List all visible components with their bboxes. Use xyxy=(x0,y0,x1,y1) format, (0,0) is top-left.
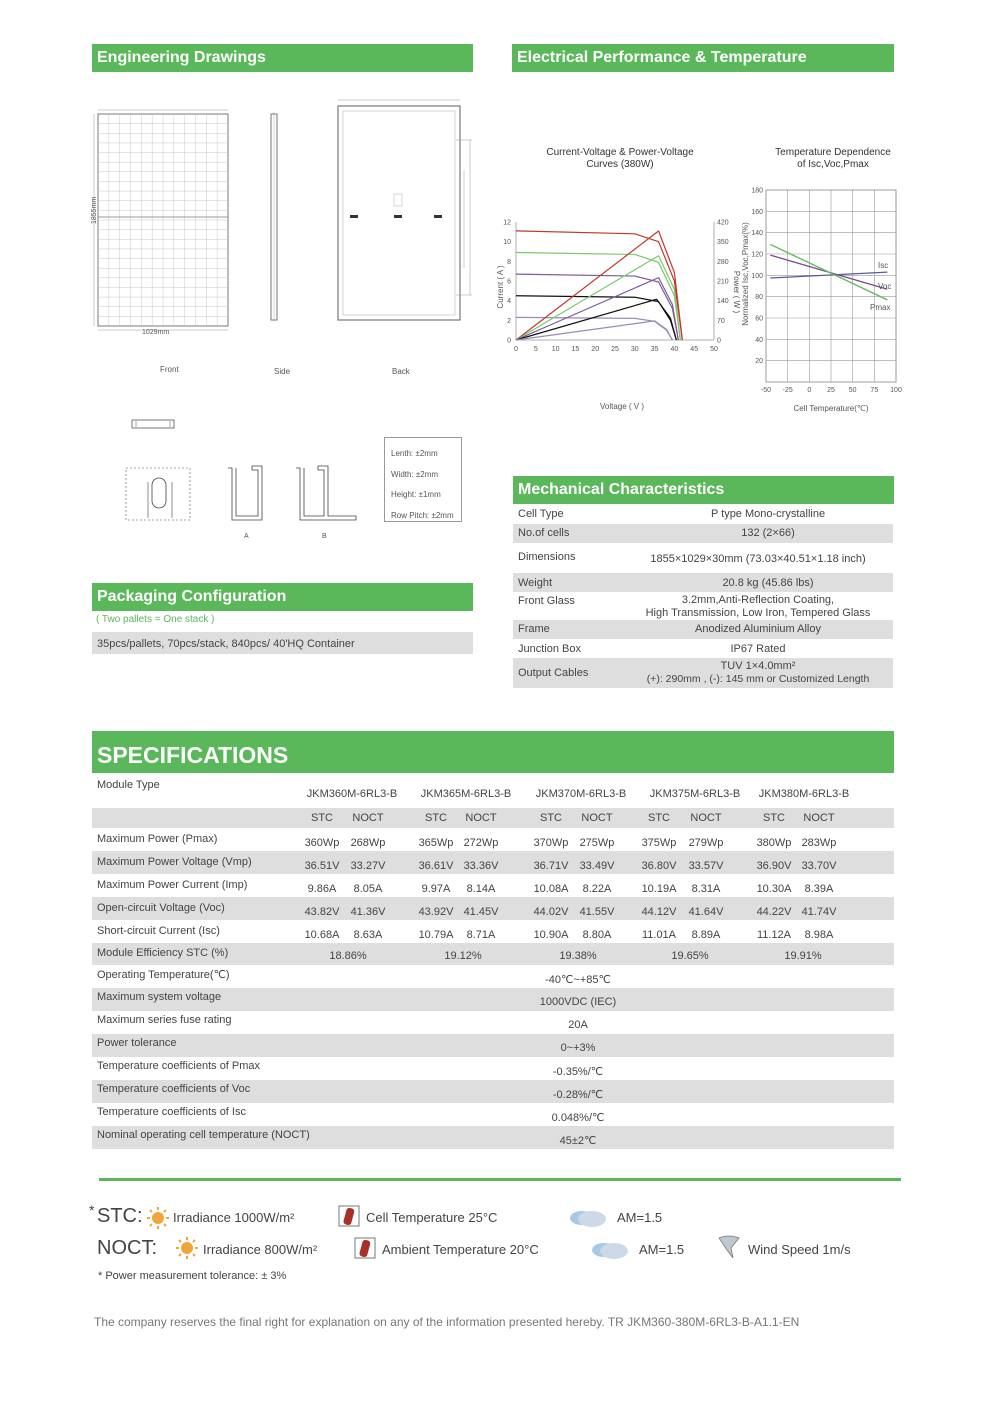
mech-row-output-cables xyxy=(513,658,893,688)
spec-value: 11.12A xyxy=(756,929,792,941)
mech-row-weight xyxy=(513,573,893,592)
temperature-dependence-chart xyxy=(738,184,908,419)
mech-value: TUV 1×4.0mm² xyxy=(720,660,796,672)
spec-value: 1000VDC (IEC) xyxy=(539,996,617,1008)
spec-row-common xyxy=(92,1034,894,1057)
temp-x-tick: 0 xyxy=(807,387,812,394)
efficiency-value: 18.86% xyxy=(329,950,367,962)
current-voltage-curve xyxy=(516,274,678,340)
back-view-drawing xyxy=(338,100,472,320)
spec-label: Maximum Power (Pmax) xyxy=(97,833,218,845)
mech-row-junction-box xyxy=(513,639,893,658)
cloud-icon xyxy=(568,1204,608,1228)
spec-value: 370Wp xyxy=(533,837,569,849)
temp-x-tick: -50 xyxy=(760,387,772,394)
model-name: JKM375M-6RL3-B xyxy=(649,788,741,800)
spec-value: 10.79A xyxy=(418,929,454,941)
spec-value: 279Wp xyxy=(688,837,724,849)
spec-row-common xyxy=(92,1080,894,1103)
spec-value: 8.71A xyxy=(466,929,496,941)
noct-header: NOCT xyxy=(690,812,722,824)
iv-pv-chart xyxy=(494,212,744,417)
frame-profile-b xyxy=(296,466,356,540)
mech-value-line2: (+): 290mm , (-): 145 mm or Customized Length xyxy=(646,673,870,685)
spec-value: 8.14A xyxy=(466,883,496,895)
spec-value: 36.90V xyxy=(756,860,792,872)
spec-value: 10.30A xyxy=(756,883,792,895)
power-voltage-curve xyxy=(516,321,672,340)
mech-label: Frame xyxy=(518,623,550,635)
spec-row-common xyxy=(92,1103,894,1126)
spec-label: Open-circuit Voltage (Voc) xyxy=(97,902,225,914)
spec-value: 36.80V xyxy=(641,860,677,872)
spec-value: 33.27V xyxy=(350,860,386,872)
iv-x-axis-label: Voltage ( V ) xyxy=(599,402,645,411)
efficiency-value: 19.38% xyxy=(559,950,597,962)
stc-irradiance: Irradiance 1000W/m² xyxy=(173,1210,295,1225)
side-view-drawing xyxy=(271,112,277,322)
iv-x-tick: 20 xyxy=(591,346,600,353)
mech-row-front-glass xyxy=(513,592,893,620)
iv-y2-tick: 140 xyxy=(717,298,729,306)
spec-label: Maximum series fuse rating xyxy=(97,1014,232,1026)
temp-y-tick: 20 xyxy=(755,358,763,366)
spec-value: 45±2℃ xyxy=(559,1135,597,1147)
noct-header: NOCT xyxy=(581,812,613,824)
tolerance-height: Height: ±1mm xyxy=(391,490,441,499)
packaging-text: 35pcs/pallets, 70pcs/stack, 840pcs/ 40'HQ Container xyxy=(92,632,473,654)
spec-row-common xyxy=(92,1126,894,1149)
spec-row xyxy=(92,828,894,851)
sun-icon xyxy=(146,1206,170,1230)
power-voltage-curve xyxy=(516,256,680,340)
spec-label: Maximum system voltage xyxy=(97,991,222,1003)
temp-chart-title-line1: Temperature Dependence xyxy=(775,147,891,158)
spec-value: 375Wp xyxy=(641,837,677,849)
profile-b-label: B xyxy=(322,533,327,540)
spec-value: 8.39A xyxy=(804,883,834,895)
spec-value: 8.80A xyxy=(582,929,612,941)
mech-label: Output Cables xyxy=(518,667,589,679)
mech-value: P type Mono-crystalline xyxy=(710,508,826,520)
mech-value: Anodized Aluminium Alloy xyxy=(695,623,821,635)
spec-row-stc-noct xyxy=(92,808,894,828)
iv-y-axis-label: Current ( A ) xyxy=(496,265,505,309)
iv-y2-tick: 350 xyxy=(717,239,729,247)
frame-profile-a xyxy=(228,466,262,540)
spec-value: 8.89A xyxy=(691,929,721,941)
spec-label: Module Type xyxy=(97,779,160,791)
spec-value: 10.68A xyxy=(304,929,340,941)
mech-row-dimensions xyxy=(513,543,893,573)
stc-header: STC xyxy=(311,812,333,824)
spec-value: -0.28%/℃ xyxy=(552,1089,604,1101)
iv-y-tick: 6 xyxy=(507,278,511,286)
noct-header: NOCT xyxy=(352,812,384,824)
iv-x-tick: 45 xyxy=(690,346,699,353)
iv-x-tick: 10 xyxy=(551,346,560,353)
iv-x-tick: 5 xyxy=(533,346,538,353)
spec-value: 44.22V xyxy=(756,906,792,918)
spec-value: 20A xyxy=(568,1019,588,1031)
stc-header: STC xyxy=(540,812,562,824)
mech-row-cells xyxy=(513,524,893,543)
temp-y-tick: 80 xyxy=(755,294,763,302)
spec-label: Power tolerance xyxy=(97,1037,177,1049)
legend-voc: Voc xyxy=(878,282,892,291)
temp-y-axis-label: Normalized Isc,Voc,Pmax(%) xyxy=(741,222,750,326)
spec-value: 360Wp xyxy=(304,837,340,849)
spec-row xyxy=(92,920,894,943)
temp-x-tick: -25 xyxy=(782,387,793,394)
spec-value: 36.71V xyxy=(533,860,569,872)
spec-row-common xyxy=(92,965,894,988)
spec-value: 41.36V xyxy=(350,906,386,918)
iv-y-tick: 8 xyxy=(507,258,511,266)
spec-value: 8.31A xyxy=(691,883,721,895)
model-name: JKM380M-6RL3-B xyxy=(758,788,850,800)
spec-value: 8.98A xyxy=(804,929,834,941)
mechanical-header: Mechanical Characteristics xyxy=(513,476,894,504)
spec-value: 41.55V xyxy=(579,906,615,918)
model-name: JKM370M-6RL3-B xyxy=(535,788,627,800)
mech-label: Cell Type xyxy=(518,508,564,520)
temp-x-tick: 50 xyxy=(848,387,857,394)
temp-y-tick: 100 xyxy=(751,272,763,280)
spec-value: 0.048%/℃ xyxy=(551,1112,605,1124)
mech-value: 20.8 kg (45.86 lbs) xyxy=(722,577,814,589)
spec-value: 36.61V xyxy=(418,860,454,872)
iv-y-tick: 12 xyxy=(503,219,511,227)
mech-label: No.of cells xyxy=(518,527,570,539)
specifications-header: SPECIFICATIONS xyxy=(92,731,894,773)
legend-pmax: Pmax xyxy=(870,303,891,312)
spec-value: 10.19A xyxy=(641,883,677,895)
spec-row-common xyxy=(92,1011,894,1034)
temp-y-tick: 180 xyxy=(751,187,763,195)
mech-value: 132 (2×66) xyxy=(741,527,795,539)
front-view-drawing xyxy=(94,110,228,330)
stc-am: AM=1.5 xyxy=(617,1210,663,1225)
stc-asterisk: * xyxy=(89,1202,95,1218)
iv-chart-title-line1: Current-Voltage & Power-Voltage xyxy=(546,147,694,158)
tolerance-box xyxy=(384,437,462,522)
spec-value: 41.64V xyxy=(688,906,724,918)
engineering-drawings-header: Engineering Drawings xyxy=(92,44,473,72)
temp-x-tick: 100 xyxy=(890,387,902,394)
spec-row xyxy=(92,897,894,920)
iv-x-tick: 15 xyxy=(571,346,580,353)
mech-row-frame xyxy=(513,620,893,639)
mech-label: Front Glass xyxy=(518,595,575,607)
stc-label: STC: xyxy=(97,1205,143,1227)
noct-irradiance: Irradiance 800W/m² xyxy=(203,1242,318,1257)
front-label: Front xyxy=(160,365,179,374)
sun-icon xyxy=(175,1236,199,1260)
iv-y-tick: 0 xyxy=(507,337,511,345)
mech-value: 3.2mm,Anti-Reflection Coating, xyxy=(681,594,835,606)
spec-row xyxy=(92,874,894,897)
spec-label: Module Efficiency STC (%) xyxy=(97,947,229,959)
iv-y-tick: 10 xyxy=(503,239,511,247)
spec-value: 43.92V xyxy=(418,906,454,918)
spec-value: -0.35%/℃ xyxy=(552,1066,604,1078)
spec-label: Maximum Power Current (Imp) xyxy=(97,879,248,891)
section-divider xyxy=(99,1178,901,1181)
iv-chart-title xyxy=(530,147,710,171)
mounting-hole-detail xyxy=(126,468,190,520)
spec-value: -40℃~+85℃ xyxy=(545,974,611,986)
mech-label: Junction Box xyxy=(518,643,581,655)
temp-x-tick: 75 xyxy=(870,387,879,394)
tolerance-row-pitch: Row Pitch: ±2mm xyxy=(391,510,454,520)
noct-am: AM=1.5 xyxy=(639,1242,685,1257)
spec-label: Maximum Power Voltage (Vmp) xyxy=(97,856,252,868)
spec-value: 41.45V xyxy=(463,906,499,918)
mech-row-cell-type xyxy=(513,505,893,524)
spec-label: Temperature coefficients of Isc xyxy=(97,1106,246,1118)
noct-wind: Wind Speed 1m/s xyxy=(748,1242,851,1257)
temp-y-tick: 40 xyxy=(755,336,763,344)
spec-value: 41.74V xyxy=(801,906,837,918)
spec-label: Temperature coefficients of Voc xyxy=(97,1083,251,1095)
efficiency-value: 19.65% xyxy=(671,950,709,962)
iv-y2-tick: 210 xyxy=(717,278,729,286)
iv-y2-tick: 0 xyxy=(717,337,721,345)
noct-header: NOCT xyxy=(465,812,497,824)
legend-isc: Isc xyxy=(878,261,889,270)
spec-value: 9.97A xyxy=(421,883,451,895)
stc-header: STC xyxy=(763,812,785,824)
temp-chart-title xyxy=(762,147,904,171)
spec-value: 43.82V xyxy=(304,906,340,918)
iv-y2-tick: 420 xyxy=(717,219,729,227)
spec-row xyxy=(92,851,894,874)
spec-value: 8.22A xyxy=(582,883,612,895)
efficiency-value: 19.91% xyxy=(784,950,822,962)
noct-label: NOCT: xyxy=(97,1237,157,1259)
iv-y-tick: 4 xyxy=(507,298,511,306)
spec-value: 0~+3% xyxy=(560,1042,596,1054)
power-tolerance-note: * Power measurement tolerance: ± 3% xyxy=(98,1270,287,1282)
packaging-header: Packaging Configuration xyxy=(92,583,473,611)
spec-value: 11.01A xyxy=(641,929,677,941)
efficiency-value: 19.12% xyxy=(444,950,482,962)
iv-x-tick: 40 xyxy=(670,346,679,353)
mech-label: Weight xyxy=(518,577,553,589)
electrical-performance-header: Electrical Performance & Temperature Dependence xyxy=(512,44,894,72)
packaging-note: ( Two pallets = One stack ) xyxy=(96,614,215,625)
spec-row-common xyxy=(92,1057,894,1080)
iv-chart-title-line2: Curves (380W) xyxy=(586,159,654,170)
temp-y-tick: 120 xyxy=(751,251,763,259)
stc-cell-temp: Cell Temperature 25°C xyxy=(366,1210,498,1225)
cell-temperature-icon xyxy=(337,1204,361,1228)
iv-x-tick: 30 xyxy=(630,346,639,353)
iv-x-tick: 35 xyxy=(650,346,659,353)
temp-x-axis-label: Cell Temperature(℃) xyxy=(793,404,869,413)
mech-value-line2: High Transmission, Low Iron, Tempered Glass xyxy=(645,607,871,619)
spec-value: 8.05A xyxy=(353,883,383,895)
spec-label: Operating Temperature(℃) xyxy=(97,969,230,981)
iv-x-tick: 25 xyxy=(611,346,619,353)
spec-value: 33.70V xyxy=(801,860,837,872)
test-conditions xyxy=(0,1196,1000,1296)
power-voltage-curve xyxy=(516,278,678,340)
spec-value: 33.57V xyxy=(688,860,724,872)
spec-value: 44.02V xyxy=(533,906,569,918)
wind-icon xyxy=(717,1234,741,1260)
spec-row-efficiency xyxy=(92,943,894,965)
tolerance-length: Lenth: ±2mm xyxy=(391,449,438,458)
cloud-icon xyxy=(590,1236,630,1260)
mech-label: Dimensions xyxy=(518,551,576,563)
iv-x-tick: 50 xyxy=(710,346,718,353)
spec-value: 283Wp xyxy=(801,837,837,849)
ambient-temperature-icon xyxy=(353,1236,377,1260)
mech-value: IP67 Rated xyxy=(730,643,786,655)
spec-value: 380Wp xyxy=(756,837,792,849)
spec-label: Temperature coefficients of Pmax xyxy=(97,1060,261,1072)
mechanical-table xyxy=(513,505,894,689)
back-label: Back xyxy=(392,367,410,376)
spec-value: 33.36V xyxy=(463,860,499,872)
iv-x-tick: 0 xyxy=(514,346,518,353)
iv-y2-tick: 280 xyxy=(717,258,729,266)
spec-label: Nominal operating cell temperature (NOCT) xyxy=(97,1129,310,1141)
spec-value: 44.12V xyxy=(641,906,677,918)
iv-y2-tick: 70 xyxy=(717,317,725,325)
iv-y2-axis-label: Power ( W ) xyxy=(732,270,741,314)
temp-chart-title-line2: of Isc,Voc,Pmax xyxy=(797,159,869,170)
spec-value: 36.51V xyxy=(304,860,340,872)
spec-value: 9.86A xyxy=(307,883,337,895)
side-label: Side xyxy=(274,367,291,376)
mech-value: 1855×1029×30mm (73.03×40.51×1.18 inch) xyxy=(650,553,866,565)
spec-label: Short-circuit Current (Isc) xyxy=(97,925,220,937)
temp-x-tick: 25 xyxy=(827,387,835,394)
connector-drawing xyxy=(132,420,174,428)
temp-y-tick: 160 xyxy=(751,208,763,216)
model-name: JKM360M-6RL3-B xyxy=(306,788,398,800)
spec-value: 8.63A xyxy=(353,929,383,941)
temp-y-tick: 60 xyxy=(755,315,763,323)
noct-header: NOCT xyxy=(803,812,835,824)
stc-header: STC xyxy=(425,812,447,824)
stc-header: STC xyxy=(648,812,670,824)
iv-y-tick: 2 xyxy=(507,317,511,325)
dim-width-label: 1029mm xyxy=(142,329,170,336)
specifications-table xyxy=(92,773,894,1153)
spec-value: 10.90A xyxy=(533,929,569,941)
spec-value: 365Wp xyxy=(418,837,454,849)
spec-value: 33.49V xyxy=(579,860,615,872)
temp-y-tick: 140 xyxy=(751,230,763,238)
spec-value: 10.08A xyxy=(533,883,569,895)
footer-disclaimer: The company reserves the final right for explanation on any of the information presented hereby. TR JKM360-380M-6RL3-B-A1.1-EN xyxy=(94,1315,800,1329)
spec-row-module-type xyxy=(92,773,894,808)
model-name: JKM365M-6RL3-B xyxy=(420,788,512,800)
tolerance-width: Width: ±2mm xyxy=(391,469,439,479)
spec-value: 268Wp xyxy=(350,837,386,849)
noct-ambient: Ambient Temperature 20°C xyxy=(382,1242,539,1257)
spec-value: 275Wp xyxy=(579,837,615,849)
spec-row-common xyxy=(92,988,894,1011)
dim-height-label: 1855mm xyxy=(91,196,98,224)
profile-a-label: A xyxy=(244,533,249,540)
spec-value: 272Wp xyxy=(463,837,499,849)
